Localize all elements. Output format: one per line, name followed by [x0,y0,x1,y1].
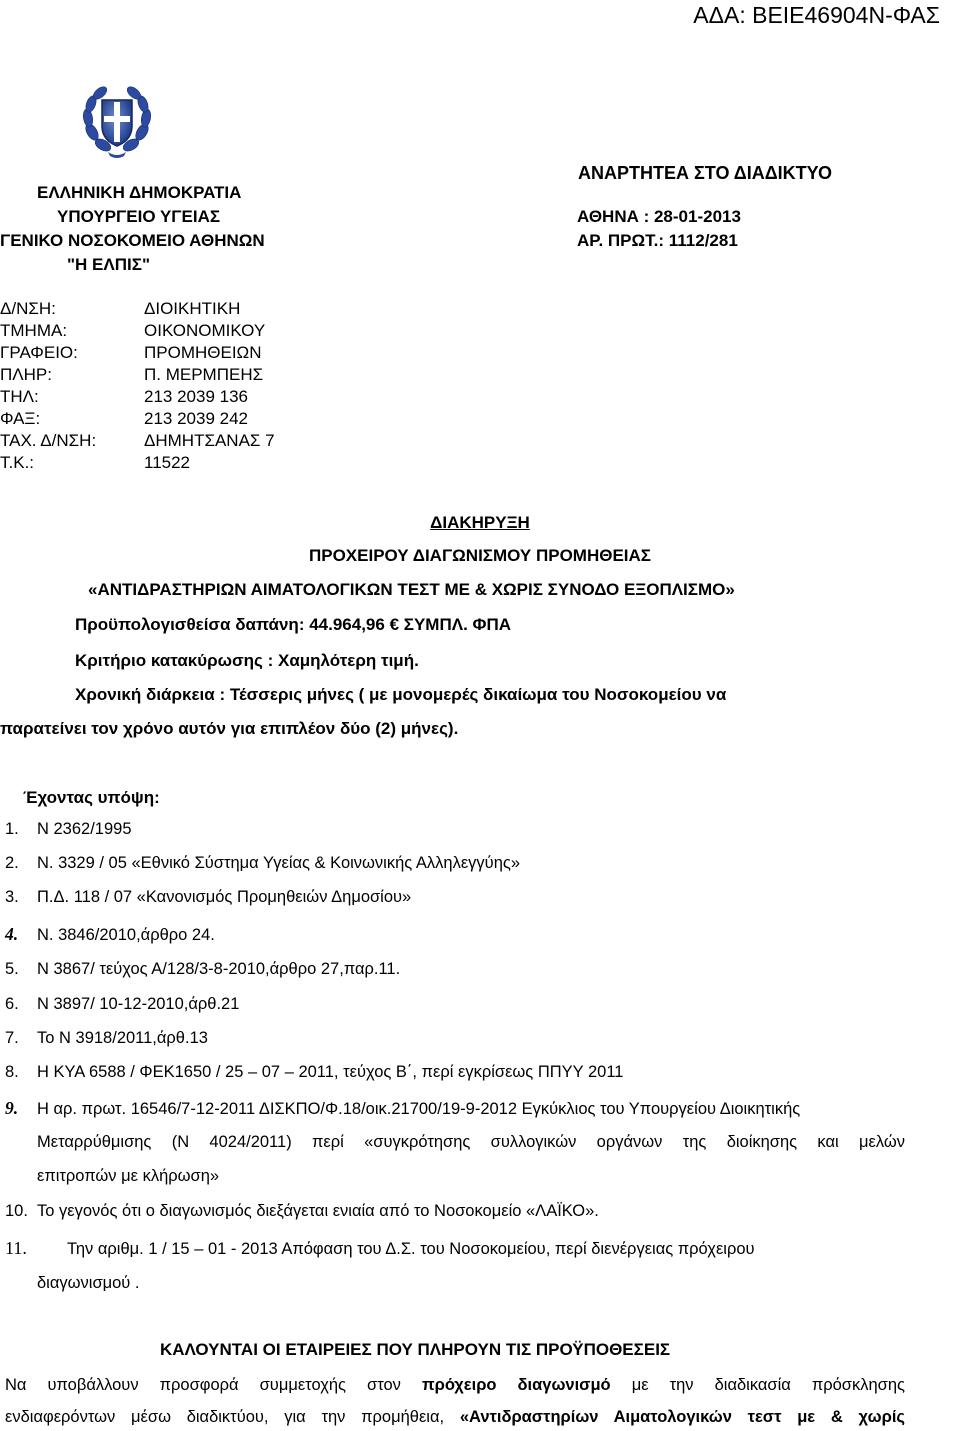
list-text: Η αρ. πρωτ. 16546/7-12-2011 ΔΙΣΚΠΟ/Φ.18/οικ.21700/19-9-2012 Εγκύκλιος του Υπουργείου Διοικητικής [37,1100,801,1118]
greek-emblem-icon [78,80,156,160]
info-value: 213 2039 136 [144,387,248,406]
list-item [5,1063,623,1082]
list-number: 9. [5,1098,19,1118]
document-date: ΑΘΗΝΑ : 28-01-2013 [577,207,741,226]
list-text: Η ΚΥΑ 6588 / ΦΕΚ1650 / 25 – 07 – 2011, τεύχος Β΄, περί εγκρίσεως ΠΠΥΥ 2011 [37,1063,624,1081]
info-value: ΔΗΜΗΤΣΑΝΑΣ 7 [144,431,275,450]
list-item [5,888,411,907]
body-bold-text: πρόχειρο διαγωνισμό [421,1376,611,1394]
list-text: Ν. 3846/2010,άρθρο 24. [37,926,215,944]
list-text: Ν 2362/1995 [37,820,132,838]
info-label: Δ/ΝΣΗ: [0,299,56,318]
euro-sign: € [389,615,400,634]
list-text: Ν 3867/ τεύχος Α/128/3-8-2010,άρθρο 27,παρ.11. [37,960,401,978]
info-label: ΤΑΧ. Δ/ΝΣΗ: [0,431,97,450]
body-line-1 [5,1376,905,1395]
budget-amount: Προϋπολογισθείσα δαπάνη: 44.964,96 [75,615,385,634]
list-number: 5. [5,960,19,978]
hospital-heading: ΓΕΝΙΚΟ ΝΟΣΟΚΟΜΕΙΟ ΑΘΗΝΩΝ [0,231,265,250]
list-item [5,1202,599,1221]
list-item [5,960,400,979]
list-number: 10. [5,1202,28,1220]
list-number: 11. [5,1238,27,1258]
list-item [5,1238,755,1259]
info-value: ΠΡΟΜΗΘΕΙΩΝ [144,343,262,362]
duration-line-1: Χρονική διάρκεια : Τέσσερις μήνες ( με μονομερές δικαίωμα του Νοσοκομείου να [75,685,727,704]
notice-title: ΔΙΑΚΗΡΥΞΗ [430,513,530,532]
list-text: Την αριθμ. 1 / 15 – 01 - 2013 Απόφαση του Δ.Σ. του Νοσοκομείου, περί διενέργειας πρόχειρου [67,1240,755,1258]
info-value: 213 2039 242 [144,409,248,428]
budget-vat: ΣΥΜΠΛ. ΦΠΑ [403,615,512,634]
list-text-continued: Μεταρρύθμισης (Ν 4024/2011) περί «συγκρότησης συλλογικών οργάνων της διοίκησης και μελών [37,1133,905,1151]
list-item [5,924,215,945]
call-heading: ΚΑΛΟΥΝΤΑΙ ΟΙ ΕΤΑΙΡΕΙΕΣ ΠΟΥ ΠΛΗΡΟΥΝ ΤΙΣ ΠΡΟΫΠΟΘΕΣΕΙΣ [160,1340,671,1359]
list-text: Ν. 3329 / 05 «Εθνικό Σύστημα Υγείας & Κοινωνικής Αλληλεγγύης» [37,854,521,872]
list-item [5,854,520,873]
info-label: ΦΑΞ: [0,409,41,428]
list-text-continued: επιτροπών με κλήρωση» [37,1167,220,1185]
notice-subtitle: ΠΡΟΧΕΙΡΟΥ ΔΙΑΓΩΝΙΣΜΟΥ ΠΡΟΜΗΘΕΙΑΣ [308,546,652,565]
list-item [5,995,239,1014]
protocol-number: ΑΡ. ΠΡΩΤ.: 1112/281 [577,231,738,250]
body-line-2 [5,1408,905,1427]
award-criterion: Κριτήριο κατακύρωσης : Χαμηλότερη τιμή. [75,651,419,670]
ada-code: ΑΔΑ: ΒΕΙΕ46904Ν-ΦΑΣ [693,2,940,28]
list-item [5,1098,800,1119]
info-label: ΓΡΑΦΕΙΟ: [0,343,78,362]
info-value: Π. ΜΕΡΜΠΕΗΣ [144,365,264,384]
info-label: ΤΜΗΜΑ: [0,321,68,340]
list-number: 6. [5,995,19,1013]
duration-line-2: παρατείνει τον χρόνο αυτόν για επιπλέον δύο (2) μήνες). [0,719,459,738]
body-bold-text: «Αντιδραστηρίων Αιματολογικών τεστ με & χωρίς [459,1408,905,1426]
list-text: Το Ν 3918/2011,άρθ.13 [37,1029,208,1047]
list-text: Π.Δ. 118 / 07 «Κανονισμός Προμηθειών Δημοσίου» [37,888,412,906]
sender-info-block [0,298,320,478]
info-label: ΤΗΛ: [0,387,39,406]
republic-heading: ΕΛΛΗΝΙΚΗ ΔΗΜΟΚΡΑΤΙΑ [37,183,242,202]
list-number: 8. [5,1063,19,1081]
ministry-heading: ΥΠΟΥΡΓΕΙΟ ΥΓΕΙΑΣ [57,207,221,226]
list-item [5,820,132,839]
list-text-continued: διαγωνισμού . [37,1274,140,1292]
list-number: 7. [5,1029,19,1047]
info-label: Τ.Κ.: [0,453,35,472]
list-text: Ν 3897/ 10-12-2010,άρθ.21 [37,995,240,1013]
list-number: 2. [5,854,19,872]
body-text: με την διαδικασία πρόσκλησης [631,1376,905,1394]
body-text: Να υποβάλλουν προσφορά συμμετοχής στον [5,1376,401,1394]
considering-heading: Έχοντας υπόψη: [23,788,160,807]
budget-line [75,615,511,635]
info-value: ΔΙΟΙΚΗΤΙΚΗ [144,299,241,318]
body-text: ενδιαφερόντων μέσω διαδικτύου, για την προμήθεια, [5,1408,445,1426]
list-item [5,1029,208,1048]
posted-online-label: ΑΝΑΡΤΗΤΕΑ ΣΤΟ ΔΙΑΔΙΚΤΥΟ [578,163,832,183]
info-label: ΠΛΗΡ: [0,365,52,384]
list-number: 4. [5,924,19,944]
list-number: 1. [5,820,19,838]
hospital-name-heading: "Η ΕΛΠΙΣ" [67,255,150,274]
list-number: 3. [5,888,19,906]
list-text: Το γεγονός ότι ο διαγωνισμός διεξάγεται ενιαία από το Νοσοκομείο «ΛΑΪΚΟ». [37,1202,599,1220]
info-value: 11522 [144,453,191,472]
info-value: ΟΙΚΟΝΟΜΙΚΟΥ [144,321,266,340]
tender-subject: «ΑΝΤΙΔΡΑΣΤΗΡΙΩΝ ΑΙΜΑΤΟΛΟΓΙΚΩΝ ΤΕΣΤ ΜΕ & ΧΩΡΙΣ ΣΥΝΟΔΟ ΕΞΟΠΛΙΣΜΟ» [88,580,735,599]
